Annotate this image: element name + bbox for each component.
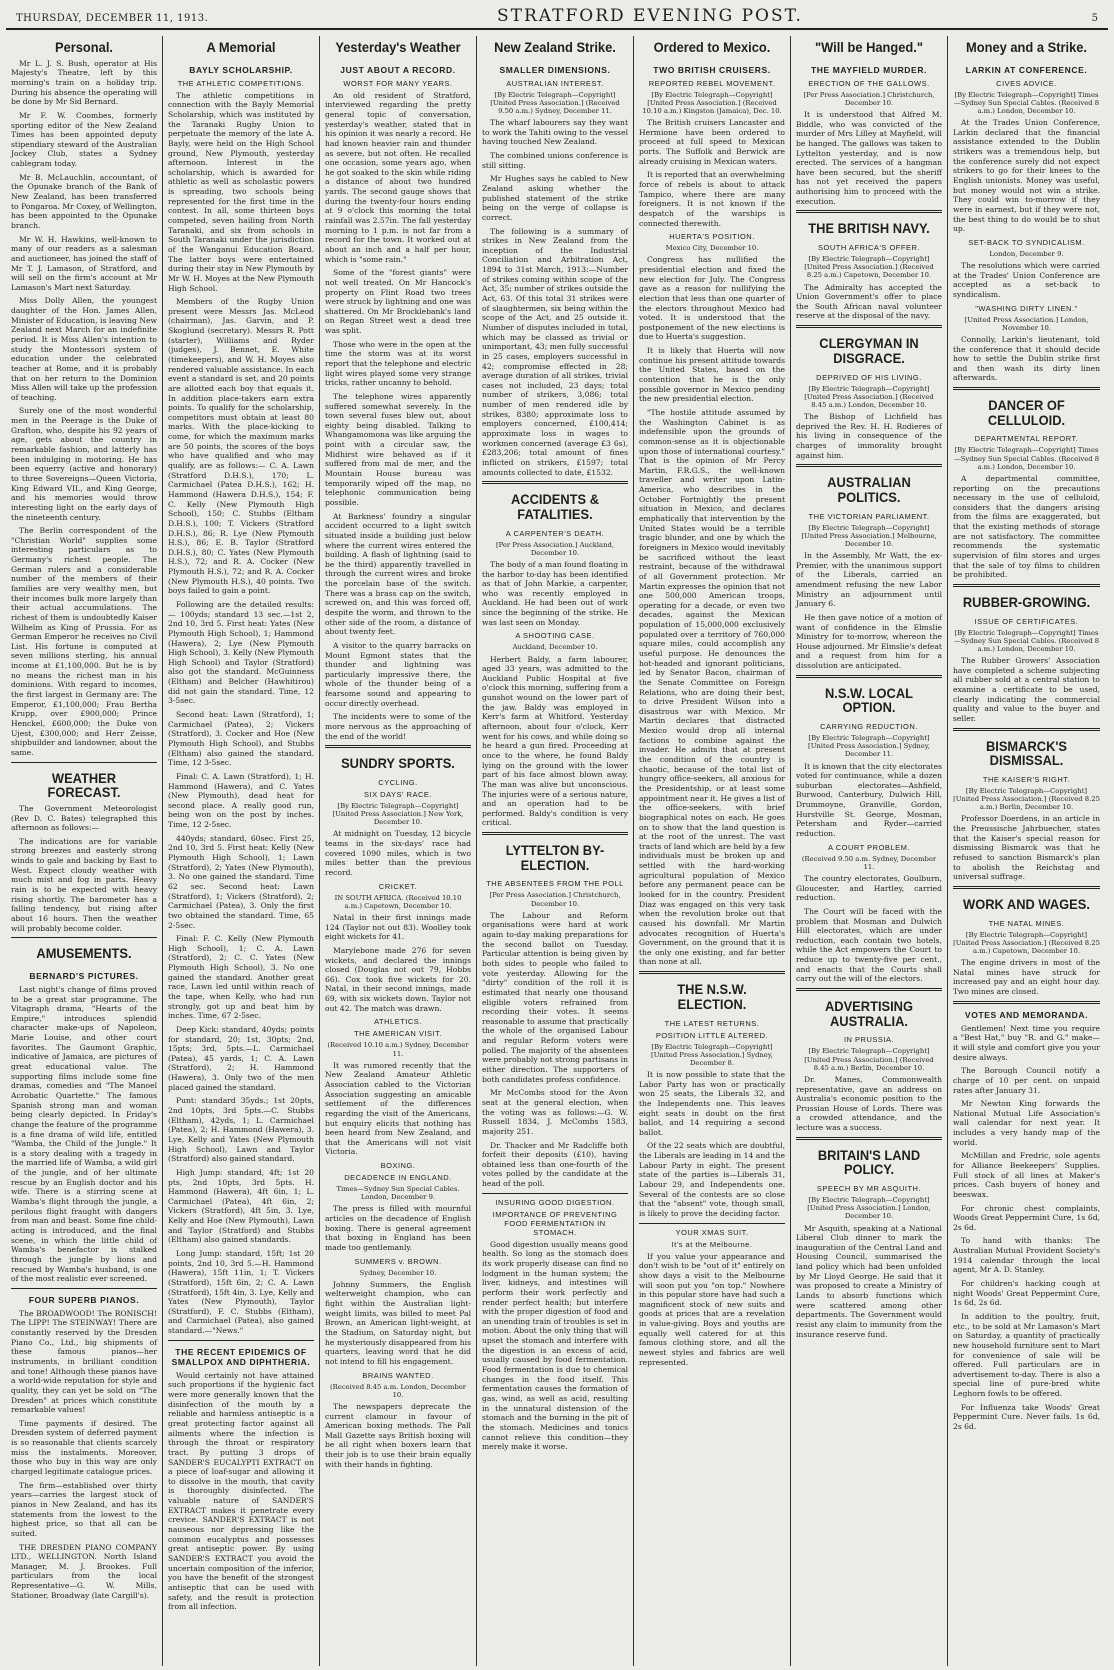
headline: A Memorial: [206, 39, 276, 55]
headline: LYTTELTON BY-ELECTION.: [505, 842, 605, 873]
headline: RUBBER-GROWING.: [962, 593, 1091, 610]
column-rule: [639, 1223, 785, 1224]
dateline: (Received 8.45 a.m. London, December 10.: [330, 1382, 466, 1399]
subheading: INSURING GOOD DIGESTION.: [495, 1197, 615, 1207]
paragraph: The Bishop of Lichfield has deprived the Rev. H. H. Rodieres of his living in consequence of the charges of immorality brought against him.: [796, 411, 942, 460]
column-rule: [796, 1137, 942, 1140]
subheading: ERECTION OF THE GALLOWS.: [808, 78, 930, 88]
paragraph: Dr. Manes, Commonwealth representative, gave an address on Australia's economic position to the Prussian House of Lords. There was a crowded attendance, and the lecture was a success.: [796, 1074, 942, 1133]
paragraph: High Jump: standard, 4ft; 1st 20 pts, 2nd 10pts, 3rd 5pts. H. Hammond (Hawera), 4ft 6in, 1; L. Carmichael (Patea), 4ft 6in, 2; Vickers (Stratford), 4ft 5in, 3. Lye, Kelly and Hoe (New Plymouth), Lawn and Taylor (Stratford) and Stubbs (Eltham) also gained standards.: [168, 1167, 314, 1245]
dateline: [By Electric Telegraph—Copyright] [United Press Association.] (Received 8.25 a.m.) Berlin, December 10.: [953, 786, 1100, 812]
column-rule: [953, 1001, 1100, 1004]
column-2: [163, 36, 320, 1666]
paragraph: For children's hacking cough at night Woods' Great Peppermint Cure, 1s 6d, 2s 6d.: [953, 1279, 1100, 1308]
paragraph: The combined unions conference is still sitting.: [482, 151, 628, 170]
column-rule: [796, 210, 942, 213]
subheading: REPORTED REBEL MOVEMENT.: [648, 78, 776, 88]
paragraph: Members of the Rugby Union present were Messrs Jas. McLeod (chairman), Jas. Garvin, and P. Skoglund (secretary). Messrs R. Pott (starter), Williams and Ryder (judges), J. Bennet, E. White (timekeepers), and W. H. Moyes also rendered valuable assistance. In each event a standard is set, and 20 points are allotted each boy that equals it. In addition place-takers earn extra points. To qualify for the scholarship, competitors must obtain at least 80 marks. With the place-kicking to come, for which the maximum marks are 50 points, the scores of the boys who have qualified and who may qualify, are as follows:— C. A. Lawn (Stratford D.H.S.), 170; L. Carmichael (Patea D.H.S.), 162; H. Hammond (Hawera D.H.S.), 154; F. C. Kelly (New Plymouth High School), 150; C. Stubbs (Eltham D.H.S.), 100; T. Vickers (Stratford D.H.S.), 86; R. Lye (New Plymouth H.S.), 86; E. B. Taylor (Stratford D.H.S.), 80; C. Yates (New Plymouth H.S.), 72; and R. A. Cocker (New Plymouth H.S.), 72; and R. A. Cocker (New Plymouth H.S.), 40 points. Two boys failed to gain a point.: [168, 297, 314, 596]
paragraph: Congress has nullified the presidential election and fixed the new election for July. The Congress gave as a reason for nullifying the election that less than one quarter of the electors throughout Mexico had voted. It is understood that the postponement of the new elections is due to Huerta's suggestion.: [639, 255, 785, 342]
paragraph: Mr F. W. Coombes, formerly sporting editor of the New Zealand Times has been appointed deputy stipendiary steward of the Australian Jockey Club, states a Sydney cablegram today.: [11, 110, 157, 169]
subheading: A SHOOTING CASE.: [515, 631, 595, 641]
subheading: AUSTRALIAN INTEREST.: [506, 78, 604, 88]
subheading: JUST ABOUT A RECORD.: [340, 64, 456, 75]
dateline: [By Electric Telegraph—Copyright] [United Press Association.] (Received 9.50 a.m.) Sydney, December 11.: [490, 90, 620, 115]
paragraph: Mr Newton King forwards the National Mutual Life Association's wall calendar for next year. It includes a very handy map of the world.: [953, 1099, 1100, 1147]
subheading: DEPARTMENTAL REPORT.: [974, 434, 1079, 444]
headline: Yesterday's Weather: [335, 39, 461, 55]
headline: N.S.W. LOCAL OPTION.: [824, 684, 914, 716]
headline: New Zealand Strike.: [494, 39, 616, 55]
subheading: THE RECENT EPIDEMICS OF SMALLPOX AND DIPHTHERIA.: [171, 1346, 311, 1367]
paragraph: An old resident of Stratford, interviewed regarding the pretty general topic of conversation, yesterday's weather, stated that in his opinion it was nearly a record. He had known heavier rain and thunder as severe, but not often. He recalled one occasion, some years ago, when he got soaked to the skin while riding a distance of about two hundred yards. The second gauge shows that during the twenty-four hours ending at 9 o'clock this morning the total rainfall was 2.57in. The fall yesterday morning to 1 p.m. is not far from a record for the town. It worked out at about an inch and a half per hour, which is "some rain.": [325, 90, 471, 264]
paragraph: The athletic competitions in connection with the Bayly Memorial Scholarship, which was instituted by the Taranaki Rugby Union to perpetuate the memory of the late A. Bayly, were held on the High School ground, New Plymouth, yesterday afternoon. Interest in the scholarship, which is awarded for athletic as well as scholastic powers is spreading, two schools being represented for the first time in the contest. In all, some thirteen boys competed, seven hailing from North Taranaki, and six from schools in South Taranaki under the jurisdiction of the Wanganui Education Board. The latter boys were entertained during their stay in New Plymouth by Mr W. H. Moyes at the New Plymouth High School.: [168, 90, 314, 293]
dateline: [By Electric Telegraph—Copyright] [United Press Association.] (Received 8.25 a.m.) Capetown, December 10.: [804, 255, 934, 280]
dateline: [By Electric Telegraph—Copyright] Times—Sydney Sun Special Cables. (Received 8 a.m.) London, December 10.: [953, 90, 1100, 115]
paragraph: The Court will be faced with the problem that Mosman and Dulwich Hill electorates, which are under reduction, each contain two hotels, while the Act empowers the Court to reduce up to twenty-five per cent., and enacts that the Courts shall carry out the will of the electors.: [796, 906, 942, 984]
dateline: (Received 10.10 a.m.) Sydney, December 11.: [327, 1041, 469, 1058]
dateline: [By Electric Telegraph—Copyright] [United Press Association.] Sydney, December 11.: [808, 734, 930, 759]
subheading: CRICKET.: [378, 881, 418, 891]
headline: BISMARCK'S DISMISSAL.: [985, 737, 1068, 769]
paragraph: Professor Doerdens, in an article in the Preussische Jahrbuecher, states that the Kaiser's special reason for dismissing Bismarck was that he refused to sanction Bismarck's plan to abolish the Reichstag and universal suffrage.: [953, 814, 1100, 882]
paragraph: The Borough Council notify a charge of 10 per cent. on unpaid rates after January 31.: [953, 1066, 1100, 1095]
paragraph: At the Trades Union Conference, Larkin declared that the financial assistance extended to the Dublin strikers was a tremendous help, but the conference surely did not expect strikers to go for their knees to the English unionists. Money was useful, but money would not win a strike. They could win to-morrow if they were in earnest, but if they were not, the best thing to do would be to shut up.: [953, 118, 1100, 234]
paragraph: The newspapers deprecate the current clamour in favour of American boxing methods. The Pall Mall Gazette says British boxing will be all right when boxers learn that their job is to use their brain equally with their hands in fighting.: [325, 1401, 471, 1469]
headline: Personal.: [55, 39, 113, 55]
column-7: [948, 36, 1105, 1666]
dateline: [By Electric Telegraph—Copyright] [United Press Association.] London, December 10.: [807, 1196, 931, 1221]
masthead: [6, 6, 1108, 30]
paragraph: Connolly, Larkin's lieutenant, told the conference that it should decide how to settle the Dublin strike first and then wash its dirty linen afterwards.: [953, 334, 1100, 383]
dateline: [Per Press Association.] Christchurch, December 10.: [803, 90, 935, 107]
paragraph: For chronic chest complaints, Woods Great Peppermint Cure, 1s 6d, 2s 6d.: [953, 1203, 1100, 1232]
paragraph: Final: C. A. Lawn (Stratford), 1; H. Hammond (Hawera), and C. Yates (New Plymouth), dead heat for second place. A really good run, being won on the post by inches. Time, 12 2-5sec.: [168, 771, 314, 830]
subheading: HUERTA'S POSITION.: [669, 232, 755, 242]
paragraph: The engine drivers in most of the Natal mines have struck for increased pay and an eight hour day. Two mines are closed.: [953, 958, 1100, 997]
column-6: [791, 36, 948, 1666]
paragraph: It is likely that Huerta will now continue his present attitude towards the United States, based on the contention that he is the only possible governor in Mexico pending the new presidential election.: [639, 346, 785, 404]
column-rule: [11, 1288, 157, 1289]
column-rule: [639, 971, 785, 974]
paragraph: The firm—established over thirty years—carries the largest stock of pianos in New Zealand, and has its statements from the lowest to the highest price, so that all can be suited.: [11, 1480, 157, 1538]
column-rule: [11, 937, 157, 938]
paragraph: THE DRESDEN PIANO COMPANY LTD., WELLINGTON. North Island Manager, M. J. Brookes. Full particulars from the local Representative—G. W. Mills, Stationer, Broadway (late Cargill's).: [11, 1542, 157, 1600]
subheading: YOUR XMAS SUIT.: [675, 1227, 749, 1237]
headline: "Will be Hanged.": [814, 39, 923, 55]
headline: AUSTRALIAN POLITICS.: [827, 474, 911, 505]
paragraph: Herbert Baldy, a farm labourer, aged 33 years, was admitted to the Auckland Public Hospital at five o'clock this morning, suffering from a gunshot wound on the lower part of the jaw. Baldy was employed in Kerr's farm at Whitford. Yesterday afternoon, about four o'clock, Kerr went for his cows, and while doing so he heard a gun fired. Proceeding at once to the where, he found Baldy lying on the ground with the lower part of his face almost blown away. The man was alive but unconscious. The injuries were of a serious nature, and an operation had to be performed. Baldy's condition is very critical.: [482, 654, 628, 828]
paragraph: The press is filled with mournful articles on the decadence of English boxing. There is general agreement that boxing in England has been made too gentlemanly.: [325, 1204, 471, 1252]
dateline: London, December 9.: [989, 249, 1064, 258]
subheading: VOTES AND MEMORANDA.: [964, 1009, 1089, 1020]
headline: CLERGYMAN IN DISGRACE.: [819, 335, 919, 366]
column-rule: [796, 325, 942, 328]
dateline: Sydney, December 10.: [359, 1268, 437, 1277]
column-rule: [953, 728, 1100, 731]
column-rule: [325, 745, 471, 748]
headline: Ordered to Mexico.: [653, 39, 771, 55]
subheading: LARKIN AT CONFERENCE.: [965, 64, 1088, 75]
dateline: [Per Press Association.] Christchurch, December 10.: [489, 891, 621, 908]
paragraph: He then gave notice of a motion of want of confidence in the Elmslie Ministry for to-morrow, whereon the House adjourned. Mr Elmslie's defeat and a request from him for a dissolution are anticipated.: [796, 612, 942, 671]
paragraph: Johnny Summers, the English welterweight champion, who can fight within the Australian light-weight limits, was billed to meet Pal Brown, an American light-weight, at the Stadium, on Saturday night, but he mysteriously disappeared from his quarters, leaving word that he did not intend to fill his engagement.: [325, 1279, 471, 1366]
paragraph: Following are the detailed results:— 100yds; standard 13 sec.—1st 2, 2nd 10, 3rd 5. First heat: Yates (New Plymouth High School), 1; Hammond (Hawera), 2; Lye (New Plymouth High School), 3. Kelly (New Plymouth High School) and Taylor (Stratford) also got the standard. McGuinness (Eltham) and Belcher (Hawhitirou) did not gain the standard. Time, 12 3-5sec.: [168, 600, 314, 706]
paragraph: Mr W. H. Hawkins, well-known to many of our readers as a salesman and auctioneer, has joined the staff of Mr T. J. Lamason, of Stratford, and will sell on the firm's account at Mr Lamason's Mart next Saturday.: [11, 234, 157, 292]
paragraph: At Barkness' foundry a singular accident occurred to a light switch situated inside a building just below where the current wires entered the building. A flash of lightning (said to be the third) apparently travelled in through the current wires and broke the porcelain base of the switch. There was a brass cap on the switch, screwed on, and this was forced off, despite the worm, and thrown to the other side of the room, a distance of about twenty feet.: [325, 511, 471, 637]
headline: WORK AND WAGES.: [963, 895, 1090, 912]
paragraph: Mr McCombs stood for the Avon seat at the general election, when the voting was as follows:—G. W. Russell 1834, J. McCombs 1583, majority 251.: [482, 1088, 628, 1136]
paragraph: The Berlin correspondent of the "Christian World" supplies some interesting particulars as to Germany's richest people. The German rulers and a considerable number of the members of their families are very wealthy men, but their incomes bulk more largely than their actual accumulations. The richest of them is undoubtedly Kaiser Wilhelm as King of Prussia. For as German Emperor he receives no Civil List. His fortune is computed at seven millions sterling, his annual income at £1,100,000. But he is by no means the richest man in his dominions. With regard to incomes, the first largest in Germany are: The Emperor, £1,100,000; Frau Bertha Krupp, over £900,000; Prince Henckel, £600,000; the Duke von Ujest, £300,000; and Herr Zeisse, shipbuilder and landowner, about the same.: [11, 526, 157, 757]
paragraph: The body of a man found floating in the harbor to-day has been identified as that of John Markie, a carpenter, who was recently employed in Auckland. He had been out of work since the beginning of the strike. He was last seen on Monday.: [482, 559, 628, 627]
newspaper-title: STRATFORD EVENING POST.: [497, 6, 803, 26]
paragraph: McMillan and Fredric, sole agents for Alliance Beekeepers' Supplies. Full stock of all lines at Maker's prices. Cash buyers of honey and beeswax.: [953, 1151, 1100, 1199]
paragraph: It is now possible to state that the Labor Party has won or practically won 25 seats, the Liberals 32, and the Independents one. This leaves eight seats in doubt on the first ballot, and 14 requiring a second ballot.: [639, 1069, 785, 1137]
paragraph: It was rumored recently that the New Zealand Amateur Athletic Association cabled to the Victorian Association suggesting an amicable settlement of the differences regarding the visit of the Americans, but enquiry elicits that nothing has been heard from New Zealand, and that the Americans will not visit Victoria.: [325, 1060, 471, 1157]
paragraph: Those who were in the open at the time the storm was at its worst report that the telephone and electric light wires played some very strange tricks, rather uncanny to behold.: [325, 339, 471, 388]
paragraph: The Government Meteorologist (Rev D. C. Bates) telegraphed this afternoon as follows:—: [11, 803, 157, 833]
subheading: SUMMERS v. BROWN.: [354, 1256, 442, 1266]
headline: AMUSEMENTS.: [36, 945, 132, 962]
headline: Money and a Strike.: [966, 39, 1087, 55]
paragraph: Good digestion usually means good health. So long as the stomach does its work properly disease can find no lodgment in the human system; the liver, kidneys, and intestines will perform their work perfectly and render perfect health; but interfere with the proper digestion of food and an unending train of troubles is set in motion. About the only thing that will upset the stomach and interfere with the digestion is an excess of acid, usually caused by food fermentation. Food fermentation is due to chemical changes in the food itself. This fermentation causes the formation of gas, wind, as well as acid, resulting in the unnatural distension of the stomach and the burning in the pit of the stomach. Medicines and tonics cannot relieve this condition—they merely make it worse.: [482, 1239, 628, 1452]
paragraph: Last night's change of films proved to be a great star programme. The Vitagraph drama, "Hearts of the Empire," introduces splendid character make-ups of Napoleon, Marie Louise, and other court favorites. The Gaumont Graphic, indicative of Jamaica, are pictures of great educational value. The supporting films include some fine dramas, comedies and "The Manoel Acrobatic Quartette." The famous Spanish strong man and woman being clearly depicted. In Friday's change the feature of the programme is a fine drama of wild life, entitled "Wamba, the Child of the Jungle." It is a story dealing with a tragedy in the married life of Wamba, a wild girl of the jungle, and of her ultimate rescue by an English doctor and his wife. There is a stirring scene at Wamba's flight through the jungle, a perilous flight fraught with dangers from man and beast. Some fine child-acting is introduced, and the final scene, in which the little child of Wamba's benefactor is stalked through the jungle by lions and rescued by Wamba's husband, is one of the most realistic ever screened.: [11, 984, 157, 1284]
paragraph: The following is a summary of strikes in New Zealand from the inception of the Industrial Conciliation and Arbitration Act, 1894 to 31st March, 1913:—Number of strikes coming within scope of the Act, 35; number of strikes outside the Act, 63. Of this total 31 strikes were of slaughtermen, six being within the scope of the Act, and 25 outside it. Number of disputes included in total, which may be classed as trivial or unimportant, 43; men fully successful in 25 cases, employers successful in 42; compromise effected in 28; average duration of all strikes, trivial cases not included, 23 days; total number of strikers, 3,086; total number of men rendered idle by strikes, 8380; approximate loss to employers concerned, £100,414; approximate loss in wages to workmen concerned (average £3 6s), £283,206; total amount of fines inflicted on strikers, £1597; total amounts collected to date, £1532.: [482, 226, 628, 477]
dateline: [Per Press Association.] Auckland, December 10.: [495, 540, 615, 557]
paragraph: Second heat: Lawn (Stratford), 1; Carmichael (Patea), 2; Vickers (Stratford), 3. Cocker and Hoe (New Plymouth High School), and Stubbs (Eltham) also gained the standard. Time, 12 3-5sec.: [168, 710, 314, 768]
dateline: [By Electric Telegraph—Copyright] [United Press Association.] Sydney, December 8.: [651, 1042, 773, 1067]
subheading: THE NATAL MINES.: [988, 918, 1065, 928]
subheading: THE ABSENTEES FROM THE POLL: [486, 879, 624, 889]
dateline: [By Electric Telegraph—Copyright] Times—Sydney Sun Special Cables. (Received 8 a.m.) London, December 10.: [953, 446, 1100, 471]
paragraph: At midnight on Tuesday, 12 bicycle teams in the six-days' race had covered 1090 miles, which is two miles better than the previous record.: [325, 829, 471, 878]
paragraph: Time payments if desired. The Dresden system of deferred payment is so reasonable that clients scarcely miss the instalments. Moreover, those who buy in this way are only charged legitimate catalogue prices.: [11, 1418, 157, 1477]
subheading: TWO BRITISH CRUISERS.: [653, 64, 771, 75]
headline: WEATHER FORECAST.: [47, 769, 121, 801]
column-1: [6, 36, 163, 1666]
subheading: A CARPENTER'S DEATH.: [505, 528, 605, 538]
column-3: [320, 36, 477, 1666]
subheading: THE ATHLETIC COMPETITIONS.: [177, 78, 305, 88]
paragraph: The resolutions which were carried at the Trades' Union Conference are accepted as a set-back to syndicalism.: [953, 261, 1100, 299]
dateline: [By Electric Telegraph—Copyright] Times—Sydney Sun Special Cables. (Received 8 a.m.) London, December 10.: [953, 628, 1100, 653]
subheading: BRAINS WANTED.: [362, 1370, 434, 1380]
headline: THE BRITISH NAVY.: [808, 220, 930, 237]
headline: BRITAIN'S LAND POLICY.: [817, 1146, 921, 1178]
subheading: SET-BACK TO SYNDICALISM.: [968, 237, 1085, 247]
column-rule: [796, 988, 942, 991]
subheading: A COURT PROBLEM.: [828, 842, 910, 852]
subheading: THE KAISER'S RIGHT.: [982, 774, 1071, 784]
paragraph: A visitor to the quarry barracks on Mount Egmont states that the thunder and lightning was particularly impressive there, the whole of the thunder being of a fearsome sound and appearing to occur directly overhead.: [325, 640, 471, 708]
subheading: CARRYING REDUCTION.: [820, 722, 918, 732]
column-grid: [6, 36, 1108, 1666]
paragraph: Punt: standard 35yds.; 1st 20pts, 2nd 10pts, 3rd 5pts.—C. Stubbs (Eltham), 42yds, 1; L. Carmichael (Patea), 2; H. Hammond (Hawera), 3. Lye, Kelly and Yates (New Plymouth High School), Lawn and Taylor (Stratford) also gained standard.: [168, 1096, 314, 1164]
paragraph: Natal in their first innings made 124 (Taylor not out 83). Woolley took eight wickets for 41.: [325, 913, 471, 942]
dateline: [By Electric Telegraph—Copyright] [United Press Association.] (Received 8.45 a.m.) Berlin, December 10.: [804, 1047, 934, 1072]
paragraph: The Labour and Reform organisations were hard at work again to-day making preparations for the second ballot on Tuesday. Particular attention is being given by both sides to people who failed to vote yesterday. Allowing for the "dirty" condition of the roll it is estimated that nearly one thousand eligible voters refrained from recording their votes. It seems reasonable to assume that practically the whole of the organised Labour and regular Reform voters were polled. The majority of the absentees were probably not strong partisans in either direction. The supporters of both candidates profess confidence.: [482, 910, 628, 1084]
dateline: [By Electric Telegraph—Copyright] [United Press Association.] Melbourne, December 10.: [801, 523, 937, 548]
paragraph: The Rubber Growers' Association have completed a scheme subjecting all rubber sold at a central station to examine a certificate to be used, clearly indicating the commercial quality and value to the buyer and seller.: [953, 656, 1100, 723]
paragraph: Mr Asquith, speaking at a National Liberal Club dinner to mark the inauguration of the Central Land and Housing Council, summarised the land policy which had been unfolded by Mr Lloyd George. He said that it was proposed to create a Ministry of Lands to absorb functions which were scattered among other departments. The Government would resist any claim to immunity from the insurance reserve fund.: [796, 1223, 942, 1339]
dateline: Mexico City, December 10.: [665, 244, 759, 253]
subheading: "WASHING DIRTY LINEN.": [975, 303, 1078, 313]
paragraph: Surely one of the most wonderful men in the Peerage is the Duke of Grafton, who, despite his 92 years of age, gets about the country in remarkable fashion, and latterly has been indulging in motoring. He has been equerry (active and honorary) to three Sovereigns—Queen Victoria, King Edward VII., and King George, and his memories would throw interesting light on the early days of the nineteenth century.: [11, 406, 157, 522]
paragraph: Mr Hughes says he cabled to New Zealand asking whether the published statement of the strike being on the verge of collapse is correct.: [482, 174, 628, 222]
paragraph: Miss Dolly Allen, the youngest daughter of the Hon. James Allen, Minister of Education, is leaving New Zealand next March for an indefinite period. It is Miss Allen's intention to study the Montessori system of education under the celebrated teacher at Rome, and it is probably that on her return to the Dominion Miss Allen will take up the profession of teaching.: [11, 296, 157, 402]
paragraph: The wharf labourers say they want to work the Tahiti owing to the vessel having touched New Zealand.: [482, 118, 628, 147]
subheading: ISSUE OF CERTIFICATES.: [974, 616, 1079, 626]
subheading: BAYLY SCHOLARSHIP.: [189, 64, 293, 75]
subheading: BERNARD'S PICTURES.: [29, 970, 139, 981]
subheading: WORST FOR MANY YEARS.: [343, 78, 453, 88]
paragraph: The Admiralty has accepted the Union Government's offer to place the South African naval volunteer reserve at the disposal of the navy.: [796, 282, 942, 321]
paragraph: It is known that the city electorates voted for continuance, while a dozen suburban electorates—Ashfield, Burwood, Canterbury, Dulwich Hill, Drummoyne, Granville, Gordon, Hurstville St. George, Mosman, Petersham and Ryder—carried reduction.: [796, 761, 942, 839]
subheading: DECADENCE IN ENGLAND.: [344, 1173, 452, 1183]
column-rule: [168, 1340, 314, 1341]
dateline: (Received 9.50 a.m. Sydney, December 11.: [801, 854, 937, 871]
headline: DANCER OF CELLULOID.: [987, 397, 1066, 428]
headline: THE N.S.W. ELECTION.: [677, 981, 747, 1012]
dateline: [By Electric Telegraph—Copyright] [United Press Association.] New York, December 10.: [332, 802, 464, 827]
subheading: SMALLER DIMENSIONS.: [499, 64, 611, 75]
paragraph: Mr B. McLauchlin, accountant, of the Opunake branch of the Bank of New Zealand, has been transferred to Pongaroa. Mr Coxey, of Wellington, has been appointed to the Opunake branch.: [11, 172, 157, 230]
headline: ADVERTISING AUSTRALIA.: [824, 998, 914, 1029]
paragraph: Gentlemen! Next time you require a "Best Hat," buy "R. and G." make—it will style and comfort give you your desire always.: [953, 1023, 1100, 1062]
subheading: SOUTH AFRICA'S OFFER.: [818, 243, 920, 253]
subheading: ATHLETICS.: [374, 1017, 422, 1027]
dateline: Auckland, December 10.: [512, 643, 598, 652]
column-rule: [796, 675, 942, 678]
column-rule: [482, 1193, 628, 1194]
paragraph: In the Assembly, Mr Watt, the ex-Premier, with the unanimous support of the Liberals, carried an amendment refusing the new Labor Ministry an adjournment until January 6.: [796, 551, 942, 609]
headline: ACCIDENTS & FATALITIES.: [510, 491, 600, 522]
column-rule: [11, 762, 157, 763]
subheading: It's at the Melbourne.: [671, 1239, 753, 1249]
column-rule: [953, 387, 1100, 390]
subheading: THE LATEST RETURNS.: [664, 1018, 760, 1028]
paragraph: For Influenza take Woods' Great Peppermint Cure. Never fails. 1s 6d, 2s 6d.: [953, 1402, 1100, 1431]
subheading: SPEECH BY MR ASQUITH.: [816, 1184, 922, 1194]
page-number: 5: [1091, 13, 1098, 24]
paragraph: The British cruisers Lancaster and Hermione have been ordered to proceed at full speed to Mexican ports. The Suffolk and Berwick are already cruising in Mexican waters.: [639, 118, 785, 166]
subheading: BOXING.: [380, 1161, 416, 1171]
column-5: [634, 36, 791, 1666]
subheading: THE AMERICAN VISIT.: [354, 1029, 442, 1039]
paragraph: It is reported that an overwhelming force of rebels is about to attack Tampico, where there are many foreigners. It is not known if the despatch of the warships is connected therewith.: [639, 170, 785, 228]
subheading: DEPRIVED OF HIS LIVING.: [816, 372, 922, 382]
paragraph: Final: F. C. Kelly (New Plymouth High School), 1; C. A. Lawn (Stratford), 2; C. C. Yates (New Plymouth High School), 3. No one gained the standard. Another great race, Lawn led until within reach of the tape, when Kelly, who had run strongly, got up and beat him by inches. Time, 67 2-5sec.: [168, 934, 314, 1021]
paragraph: The incidents were to some of the more nervous as the approaching of the end of the world!: [325, 712, 471, 741]
headline: SUNDRY SPORTS.: [341, 755, 455, 772]
paragraph: In addition to the poultry, fruit, etc., to be sold at Mr Lamason's Mart on Saturday, a quantity of practically new household furniture sent to Mart for convenience of sale will be offered. Full particulars are in advertisement to-day. There is also a special line of pure-bred white Leghorn fowls to be offered.: [953, 1311, 1100, 1399]
paragraph: If you value your appearance and don't wish to be "out of it" entirely on show days a visit to the Melbourne will soon put you "on top." Nowhere in this popular store have had such a magnificent stock of new suits and goods at prices that are a revelation in value-giving. Boys and youths are equally well catered for at this famous clothing store, and all the newest styles and fabrics are well represented.: [639, 1251, 785, 1367]
issue-date: THURSDAY, DECEMBER 11, 1913.: [16, 13, 209, 24]
subheading: THE MAYFIELD MURDER.: [810, 64, 928, 75]
dateline: IN SOUTH AFRICA. (Received 10.10 a.m.) Capetown, December 10.: [334, 893, 462, 910]
dateline: [By Electric Telegraph—Copyright] [United Press Association.] (Received 10.10 a.m.) Kingston (Jamaica), Dec. 10.: [642, 90, 782, 115]
dateline: [By Electric Telegraph—Copyright] [United Press Association.] (Received 8.25 a.m.) Capetown, December 10.: [953, 930, 1100, 955]
dateline: [United Press Association.] London, November 10.: [964, 315, 1089, 332]
paragraph: Would certainly not have attained such proportions if the hygienic fact were more generally known that the disinfection of the mouth by a reliable and harmless antiseptic is a great protecting factor against all ailments where the infection is through the throat or respiratory tract. By putting 3 drops of SANDER'S EUCALYPTI EXTRACT on a piece of loaf-sugar and allowing it to dissolve in the mouth, that cavity is thoroughly disinfected. The valuable nature of SANDER'S EXTRACT makes it penetrate every crevice. SANDER'S EXTRACT is not nauseous nor depressing like the common eucalyptus and possesses great antiseptic power. By using SANDER'S EXTRACT you avoid the uncertain composition of the inferior, you have the benefit of the strongest antiseptic that can be used with safety, and the result is protection from all infection.: [168, 1370, 314, 1612]
subheading: FOUR SUPERB PIANOS.: [28, 1294, 140, 1305]
column-rule: [953, 584, 1100, 587]
column-rule: [482, 481, 628, 484]
subheading: POSITION LITTLE ALTERED.: [655, 1030, 769, 1040]
paragraph: The country electorates, Goulburn, Gloucester, and Hartley, carried reduction.: [796, 873, 942, 903]
paragraph: Dr. Thacker and Mr Radcliffe both forfeit their deposits (£10), having obtained less than one-fourth of the votes polled by the candidate at the head of the poll.: [482, 1140, 628, 1189]
paragraph: The telephone wires apparently suffered somewhat severely. In the town several fuses blew out, about eighty being disabled. Talking to Whangamomona was like arguing the point with a circular saw, the Midhirst wire behaved as if it suffered from mal de mer, and the Mountain House bureau was temporarily wiped off the map, no telephonic communication being possible.: [325, 391, 471, 507]
paragraph: Marylebone made 276 for seven wickets, and declared the innings closed (Douglas not out 79, Hobbs 66). Cox took five wickets for 20. Natal, in their second innings, made 69, with six wickets down. Taylor not out 42. The match was drawn.: [325, 945, 471, 1013]
column-rule: [796, 464, 942, 467]
paragraph: The indications are for variable strong breezes and easterly strong winds to gale and backing by East to West. Expect cloudy weather with much mist and fog in parts. Heavy rain is to be expected with heavy rising shortly. The barometer has a falling tendency, but rising after about 16 hours. Then the weather will probably become colder.: [11, 836, 157, 933]
subheading: THE VICTORIAN PARLIAMENT.: [808, 511, 930, 521]
subheading: CIVES ADVICE.: [996, 78, 1057, 88]
column-rule: [482, 832, 628, 835]
paragraph: "The hostile attitude assumed by the Washington Cabinet is as indefensible upon the grounds of common-sense as it is objectionable upon those of international courtesy." That is the opinion of Mr Percy Martin, F.R.G.S., the well-known traveller and writer upon Latin-America, who describes in the October Fortnightly the present situation in Mexico, and declares emphatically that intervention by the United States would be a terrible tragic blunder, and one by which the foreigners in Mexico would inevitably be sacrificed without the least restraint, because of the withdrawal of all Government protection. Mr Martin expresses the opinion that not one 500,000 American troops, operating for a decade, or even two decades, against the Mexican population of 15,000,000 exclusively populated over a territory of 760,000 square miles, could accomplish any useful purpose. He denounces the hot-headed and ignorant politicians, led by Senator Bacon, chairman of the Senate Committee on Foreign Relations, who are doing their best, to drive President Wilson into a disastrous war with Mexico. Mr Martin declares that distracted Mexico would drop all internal factions to combine against the invader. He admits that at present the condition of the country is chaotic, because of the total list of hungry office-seekers, all anxious for the Presidentship, or at least some appointment near it. He gives a list of the office-seekers, with brief biographical notes on each. He goes on to show that the land question is at the root of the unrest. The vast tracts of land which are held by a few individuals must be broken up and settled with the hard-working agricultural population of Mexico before any permanent peace can be looked for in the country. President Diaz was engaged on this very task when the revolution broke out that caused his downfall. Mr Martin advocates recognition of Huerta's Government, on the ground that it is the only one existing, and far better than none at all.: [639, 407, 785, 967]
column-rule: [953, 886, 1100, 889]
subheading: CYCLING.: [378, 778, 418, 788]
subheading: IMPORTANCE OF PREVENTING FOOD FERMENTATION IN STOMACH.: [492, 1209, 618, 1237]
paragraph: The BROADWOOD! The RONISCH! The LIPP! The STEINWAY! There are constantly reserved by the Dresden Piano Co., Ltd., big shipments of these famous pianos—her instruments, in brilliant condition and tone! Although these pianos have a world-wide reputation for style and quality, they can yet be sold on "The Dresden" at prices which constitute remarkable values!: [11, 1308, 157, 1415]
paragraph: It is understood that Alfred M. Biddle, who was convicted of the murder of Mrs Lilley at Mayfield, will be hanged. The gallows was taken to Lyttelton yesterday, and is now erected. The services of a hangman have been secured, but the sheriff has not yet received the papers authorising him to proceed with the execution.: [796, 110, 942, 206]
paragraph: Long Jump: standard, 15ft; 1st 20 points, 2nd 10, 3rd 5.—H. Hammond (Hawera), 15ft 11in, 1; T. Vickers (Stratford), 15ft 6in, 2; C. A. Lawn (Stratford), 15ft 4in, 3. Lye, Kelly and Yates (New Plymouth), Taylor (Stratford), F. C. Stubbs (Eltham), and Carmichael (Patea), also gained standard.—"News.": [168, 1249, 314, 1336]
paragraph: 440yds; standard, 60sec. First 25, 2nd 10, 3rd 5. First heat: Kelly (New Plymouth High School), 1; Lawn (Stratford), 2; Yates (New Plymouth), 3. No one gained the standard. Time 62 sec. Second heat: Lawn (Stratford), 1; Vickers (Stratford), 2; Carmichael (Patea), 3. Only the first two obtained the standard. Time, 65 2-5sec.: [168, 833, 314, 930]
paragraph: Mr L. J. S. Bush, operator at His Majesty's Theatre, left by this morning's train on a holiday trip. During his absence the operating will be done by Mr Sid Bernard.: [11, 58, 157, 107]
paragraph: A departmental committee, reporting on the precautions necessary in the use of celluloid, considers that the dangers arising from the films are exaggerated, but that the existing methods of storage are not satisfactory. The committee recommends the systematic supervision of film stores and urges that the sale of toy films to children be prohibited.: [953, 473, 1100, 580]
column-4: [477, 36, 634, 1666]
dateline: [By Electric Telegraph—Copyright] [United Press Association.] (Received 8.45 a.m.) London, December 10.: [804, 384, 934, 409]
paragraph: Deep Kick: standard, 40yds; points for standard, 20; 1st, 30pts; 2nd, 15pts; 3rd, 5pts.—L. Carmichael (Patea), 45 yards, 1; C. A. Lawn (Stratford), 2; H. Hammond (Hawera), 3. Only two of the men placed gained the standard.: [168, 1024, 314, 1092]
subheading: IN PRUSSIA.: [843, 1035, 895, 1045]
dateline: Times—Sydney Sun Special Cables. London, December 9.: [336, 1185, 460, 1202]
subheading: SIX DAYS' RACE.: [364, 790, 432, 800]
paragraph: To hand with thanks: The Australian Mutual Provident Society's 1914 calendar through the local agent, Mr A. D. Stanley.: [953, 1236, 1100, 1275]
paragraph: Of the 22 seats which are doubtful, the Liberals are leading in 14 and the Labour Party in eight. The present state of the parties is—Liberals 31, Labour 29, and Independents one. Several of the contests are so close that the "absent" vote, though small, is likely to prove the deciding factor.: [639, 1141, 785, 1218]
paragraph: Some of the "forest giants" were not well treated. On Mr Hancock's property on Flint Road two trees were struck by lightning and one was shattered. On Mr Brocklebank's land on Regan Street west a dead tree was split.: [325, 268, 471, 336]
